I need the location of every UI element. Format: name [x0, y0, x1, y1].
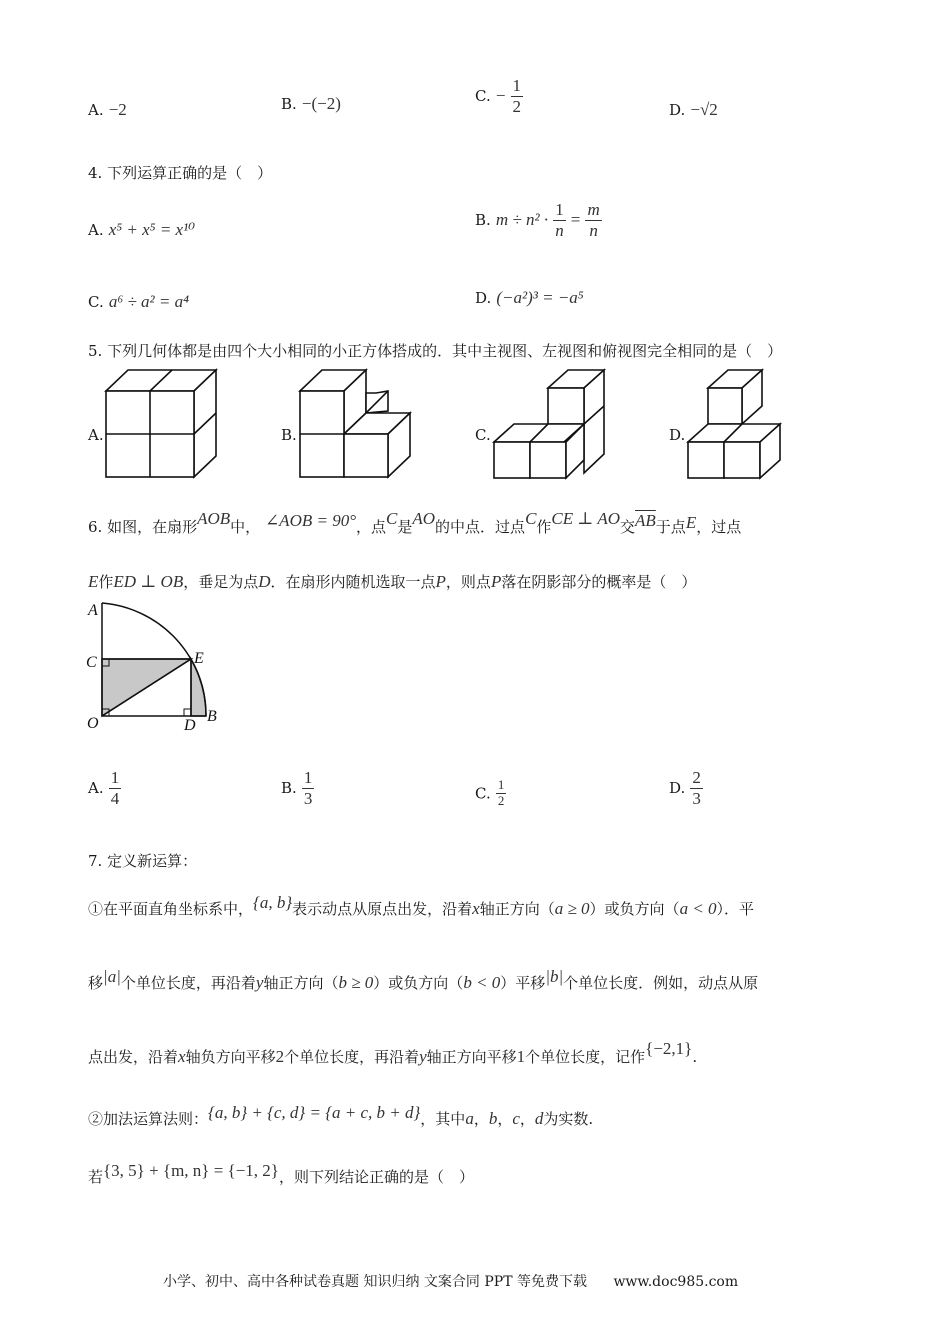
point-e-label: E [194, 650, 204, 667]
q5-figure-c [492, 368, 607, 480]
q7-line5: 若{3, 5} + {m, n} = {−1, 2}，则下列结论正确的是（ ） [88, 1161, 474, 1186]
q3-option-b: B. −(−2) [281, 94, 341, 113]
q4-option-c: C. a⁶ ÷ a² = a⁴ [88, 292, 190, 311]
footer-text: 小学、初中、高中各种试卷真题 知识归纳 文案合同 PPT 等免费下载 [163, 1274, 587, 1290]
q3-option-d: D. −√2 [669, 100, 718, 119]
q7-line4: ②加法运算法则：{a, b} + {c, d} = {a + c, b + d}，其中a，b，c，d为实数. [88, 1103, 594, 1128]
point-d-label: D [184, 717, 196, 734]
point-a-label: A [88, 602, 98, 619]
q7-line2: 移|a|个单位长度，再沿着y轴正方向（b ≥ 0）或负方向（b < 0）平移|b|个单位长度．例如，动点从原 [88, 967, 759, 992]
q5-option-d-label: D. [669, 426, 686, 444]
q6-option-c: C. $\frac{1}{2}$ [475, 777, 505, 808]
q6-option-b: B. $\frac{1}{3}$ [281, 768, 313, 808]
point-b-label: B [207, 708, 217, 725]
q6-sector-figure [82, 600, 222, 735]
q4-stem: 4. 下列运算正确的是（ ） [88, 164, 273, 182]
q5-figure-d [686, 368, 801, 480]
point-o-label: O [87, 715, 99, 732]
q5-figure-a [104, 368, 219, 480]
q7-stem: 7. 定义新运算： [88, 852, 198, 870]
q3-option-c: C. − $\frac{1}{2}$ [475, 76, 521, 116]
q6-option-d: D. $\frac{2}{3}$ [669, 768, 701, 808]
footer-url[interactable]: www.doc985.com [613, 1274, 739, 1290]
q7-line1: ①在平面直角坐标系中，{a, b}表示动点从原点出发，沿着x轴正方向（a ≥ 0）或负方向（a < 0）．平 [88, 893, 755, 918]
q4-option-d: D. (−a²)³ = −a⁵ [475, 288, 584, 307]
q6-option-a: A. $\frac{1}{4}$ [88, 768, 120, 808]
q6-line1: 6. 如图，在扇形AOB中， ∠AOB = 90°，点C是AO的中点．过点C作CE ⊥ AO交$\overline{AB}$于点E，过点 [88, 509, 742, 536]
q5-option-c-label: C. [475, 426, 491, 444]
footer [163, 1271, 738, 1291]
q5-stem: 5. 下列几何体都是由四个大小相同的小正方体搭成的．其中主视图、左视图和俯视图完全相同的是（ ） [88, 342, 783, 360]
q4-option-a: A. x⁵ + x⁵ = x¹⁰ [88, 220, 196, 239]
point-c-label: C [86, 654, 97, 671]
q5-figure-b [298, 368, 413, 480]
q5-option-b-label: B. [281, 426, 297, 444]
q7-line3: 点出发，沿着x轴负方向平移2个单位长度，再沿着y轴正方向平移1个单位长度，记作{−2,1}. [88, 1039, 698, 1066]
fraction: $\frac{1}{2}$ [512, 76, 521, 116]
q3-option-a: A. −2 [88, 100, 127, 119]
q5-option-a-label: A. [88, 426, 104, 444]
q4-option-b: B. m ÷ n² · $\frac{1}{n}$ = $\frac{m}{n}$ [475, 200, 600, 240]
q6-line2: E作ED ⊥ OB，垂足为点D．在扇形内随机选取一点P，则点P落在阴影部分的概率是（ ） [88, 572, 697, 591]
